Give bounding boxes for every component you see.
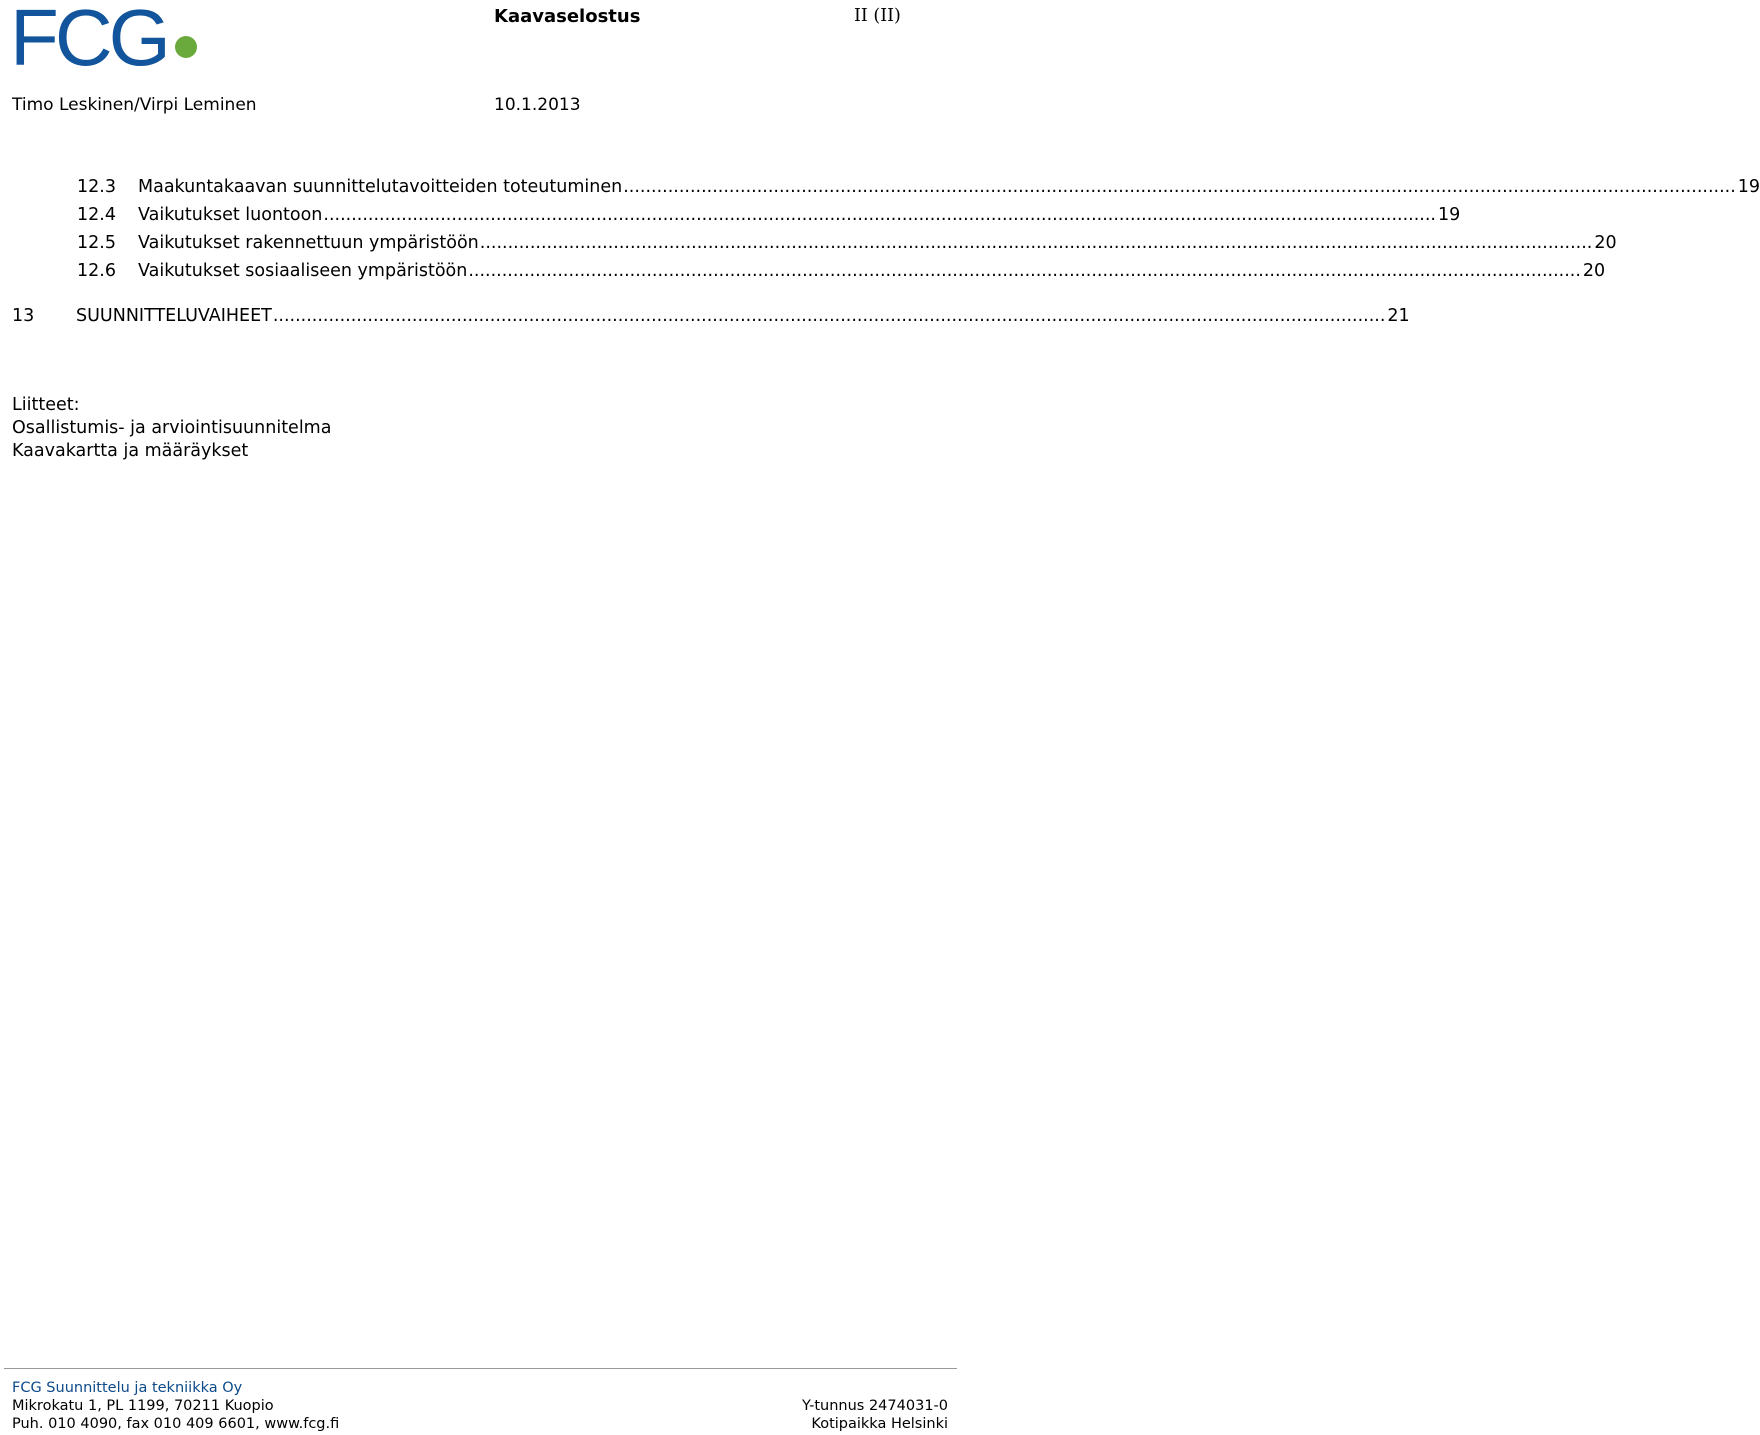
toc-entry[interactable] [77,176,1760,198]
toc-entry[interactable] [77,204,1461,226]
toc-leader-dots: ........................................................................................................................................................................................................ [468,261,1581,281]
attachment-item: Kaavakartta ja määräykset [12,441,249,461]
toc-entry-title: Vaikutukset luontoon [138,205,323,225]
footer-address: Mikrokatu 1, PL 1199, 70211 Kuopio [12,1398,274,1414]
toc-leader-dots: ........................................................................................................................................................................................................ [323,205,1436,225]
logo-text: FCG [10,0,167,82]
document-date: 10.1.2013 [494,95,581,115]
attachments-section [12,394,331,463]
toc-entry-page: 20 [1594,233,1617,253]
toc-entry-number: 12.5 [77,233,116,253]
toc-entry[interactable] [77,232,1617,254]
toc-entry-title: Vaikutukset rakennettuun ympäristöön [138,233,479,253]
footer-business-id: Y-tunnus 2474031-0 [801,1398,948,1414]
toc-entry[interactable] [77,260,1606,282]
toc-entry-number: 12.3 [77,177,116,197]
toc-leader-dots: ........................................................................................................................................................................................................ [272,306,1386,326]
footer-company-name: FCG Suunnittelu ja tekniikka Oy [12,1380,243,1396]
toc-entry-page: 20 [1582,261,1606,281]
footer-divider [4,1368,957,1369]
toc-entry-number: 12.4 [77,205,116,225]
toc-entry-title: Maakuntakaavan suunnittelutavoitteiden toteutuminen [138,177,623,197]
toc-entry[interactable] [12,305,1410,327]
toc-entry-number: 12.6 [77,261,116,281]
document-title: Kaavaselostus [494,6,641,27]
authors: Timo Leskinen/Virpi Leminen [12,95,257,115]
toc-entry-page: 19 [1437,205,1461,225]
toc-entry-page: 21 [1387,306,1410,326]
toc-entry-title: Vaikutukset sosiaaliseen ympäristöön [138,261,468,281]
toc-leader-dots: ........................................................................................................................................................................................................ [623,177,1736,197]
toc-entry-title: SUUNNITTELUVAIHEET [76,306,272,326]
footer-domicile: Kotipaikka Helsinki [811,1416,948,1432]
attachments-heading: Liitteet: [12,395,80,415]
toc-entry-number: 13 [12,306,35,326]
logo-dot [175,36,197,58]
toc-leader-dots: ........................................................................................................................................................................................................ [479,233,1593,253]
fcg-logo [10,0,212,82]
toc-entry-page: 19 [1737,177,1760,197]
footer-contact: Puh. 010 4090, fax 010 409 6601, www.fcg.fi [12,1416,340,1432]
attachment-item: Osallistumis- ja arviointisuunnitelma [12,418,332,438]
page-number: II (II) [854,6,901,26]
